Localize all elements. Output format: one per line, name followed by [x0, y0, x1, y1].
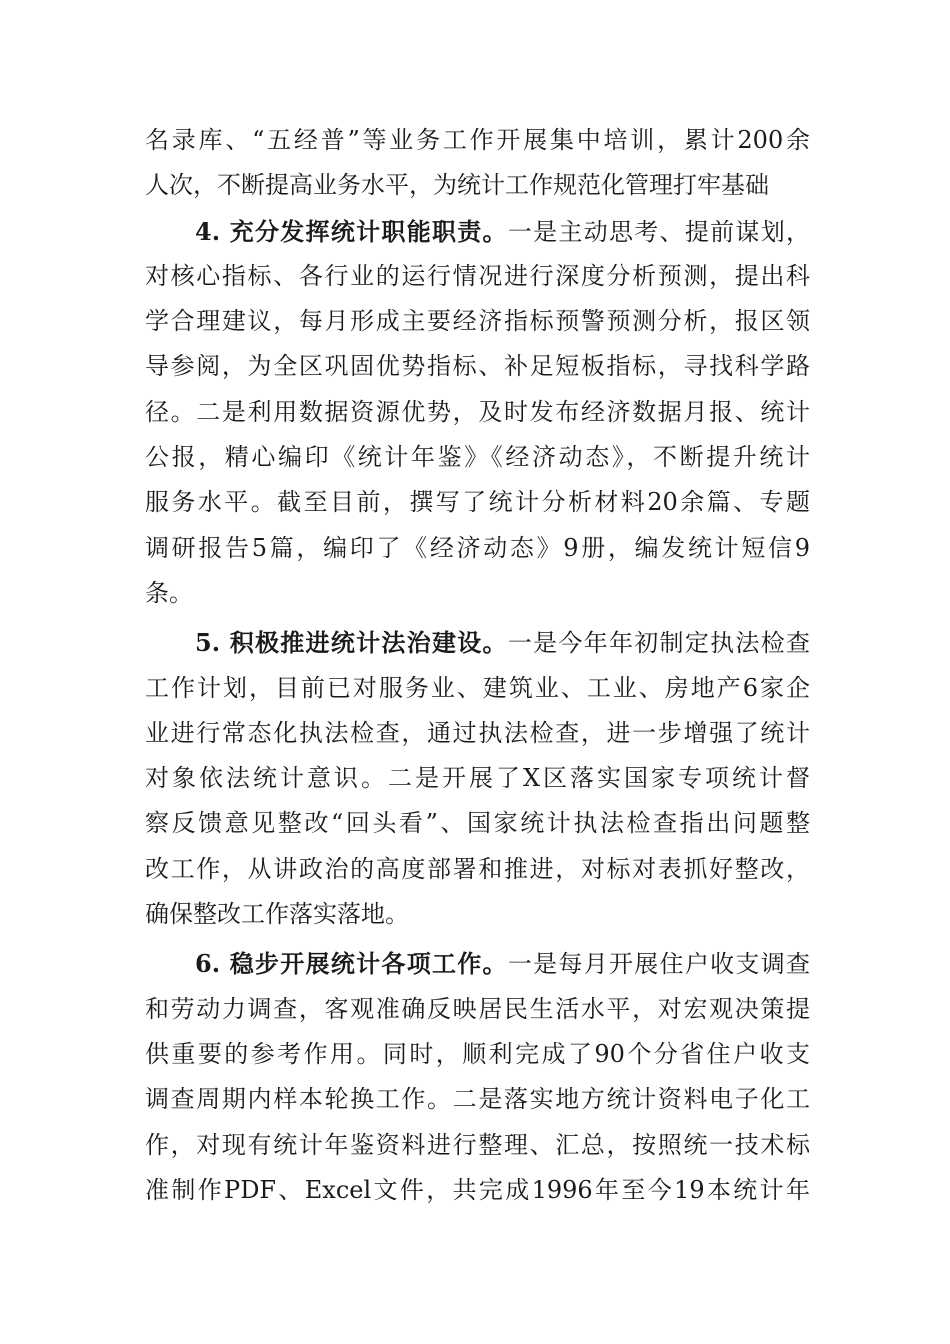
text-line: 对核心指标、各行业的运行情况进行深度分析预测，提出科: [145, 261, 810, 290]
text-line: 条。: [145, 578, 193, 607]
paragraph-first-line: [145, 620, 810, 665]
text-line: 工作计划，目前已对服务业、建筑业、工业、房地产6家企: [145, 673, 810, 702]
paragraph-text: 一是主动思考、提前谋划，: [507, 217, 810, 246]
text-line: 名录库、“五经普”等业务工作开展集中培训，累计200余: [145, 126, 810, 154]
section-heading-5: 5. 积极推进统计法治建设。: [195, 628, 508, 658]
text-line: 作，对现有统计年鉴资料进行整理、汇总，按照统一技术标: [145, 1130, 810, 1159]
paragraph-first-line: [145, 941, 810, 986]
text-line: 对象依法统计意识。二是开展了X区落实国家专项统计督: [145, 764, 810, 793]
paragraph-text: 一是每月开展住户收支调查: [507, 950, 810, 979]
section-heading-4: 4. 充分发挥统计职能职责。: [195, 216, 508, 246]
text-line: 人次，不断提高业务水平，为统计工作规范化管理打牢基础: [145, 171, 769, 200]
text-line: 公报，精心编印《统计年鉴》《经济动态》，不断提升统计: [145, 443, 810, 472]
paragraph-text: 一是今年年初制定执法检查: [507, 629, 810, 658]
text-line: 业进行常态化执法检查，通过执法检查，进一步增强了统计: [145, 718, 810, 747]
text-line: 导参阅，为全区巩固优势指标、补足短板指标，寻找科学路: [145, 352, 810, 381]
section-heading-6: 6. 稳步开展统计各项工作。: [195, 949, 508, 979]
text-line: 供重要的参考作用。同时，顺利完成了90个分省住户收支: [145, 1039, 810, 1068]
text-line: 改工作，从讲政治的高度部署和推进，对标对表抓好整改，: [145, 854, 810, 883]
text-line: 准制作PDF、Excel文件，共完成1996年至今19本统计年: [145, 1175, 810, 1204]
body-text: [145, 118, 810, 1213]
text-line: 学合理建议，每月形成主要经济指标预警预测分析，报区领: [145, 307, 810, 336]
paragraph-first-line: [145, 209, 810, 254]
text-line: 察反馈意见整改“回头看”、国家统计执法检查指出问题整: [145, 809, 810, 838]
text-line: 和劳动力调查，客观准确反映居民生活水平，对宏观决策提: [145, 994, 810, 1023]
text-line: 径。二是利用数据资源优势，及时发布经济数据月报、统计: [145, 397, 810, 426]
text-line: 确保整改工作落实落地。: [145, 900, 409, 929]
text-line: 服务水平。截至目前，撰写了统计分析材料20余篇、专题: [145, 488, 810, 517]
text-line: 调研报告5篇，编印了《经济动态》9册，编发统计短信9: [145, 533, 810, 562]
text-line: 调查周期内样本轮换工作。二是落实地方统计资料电子化工: [145, 1085, 810, 1114]
